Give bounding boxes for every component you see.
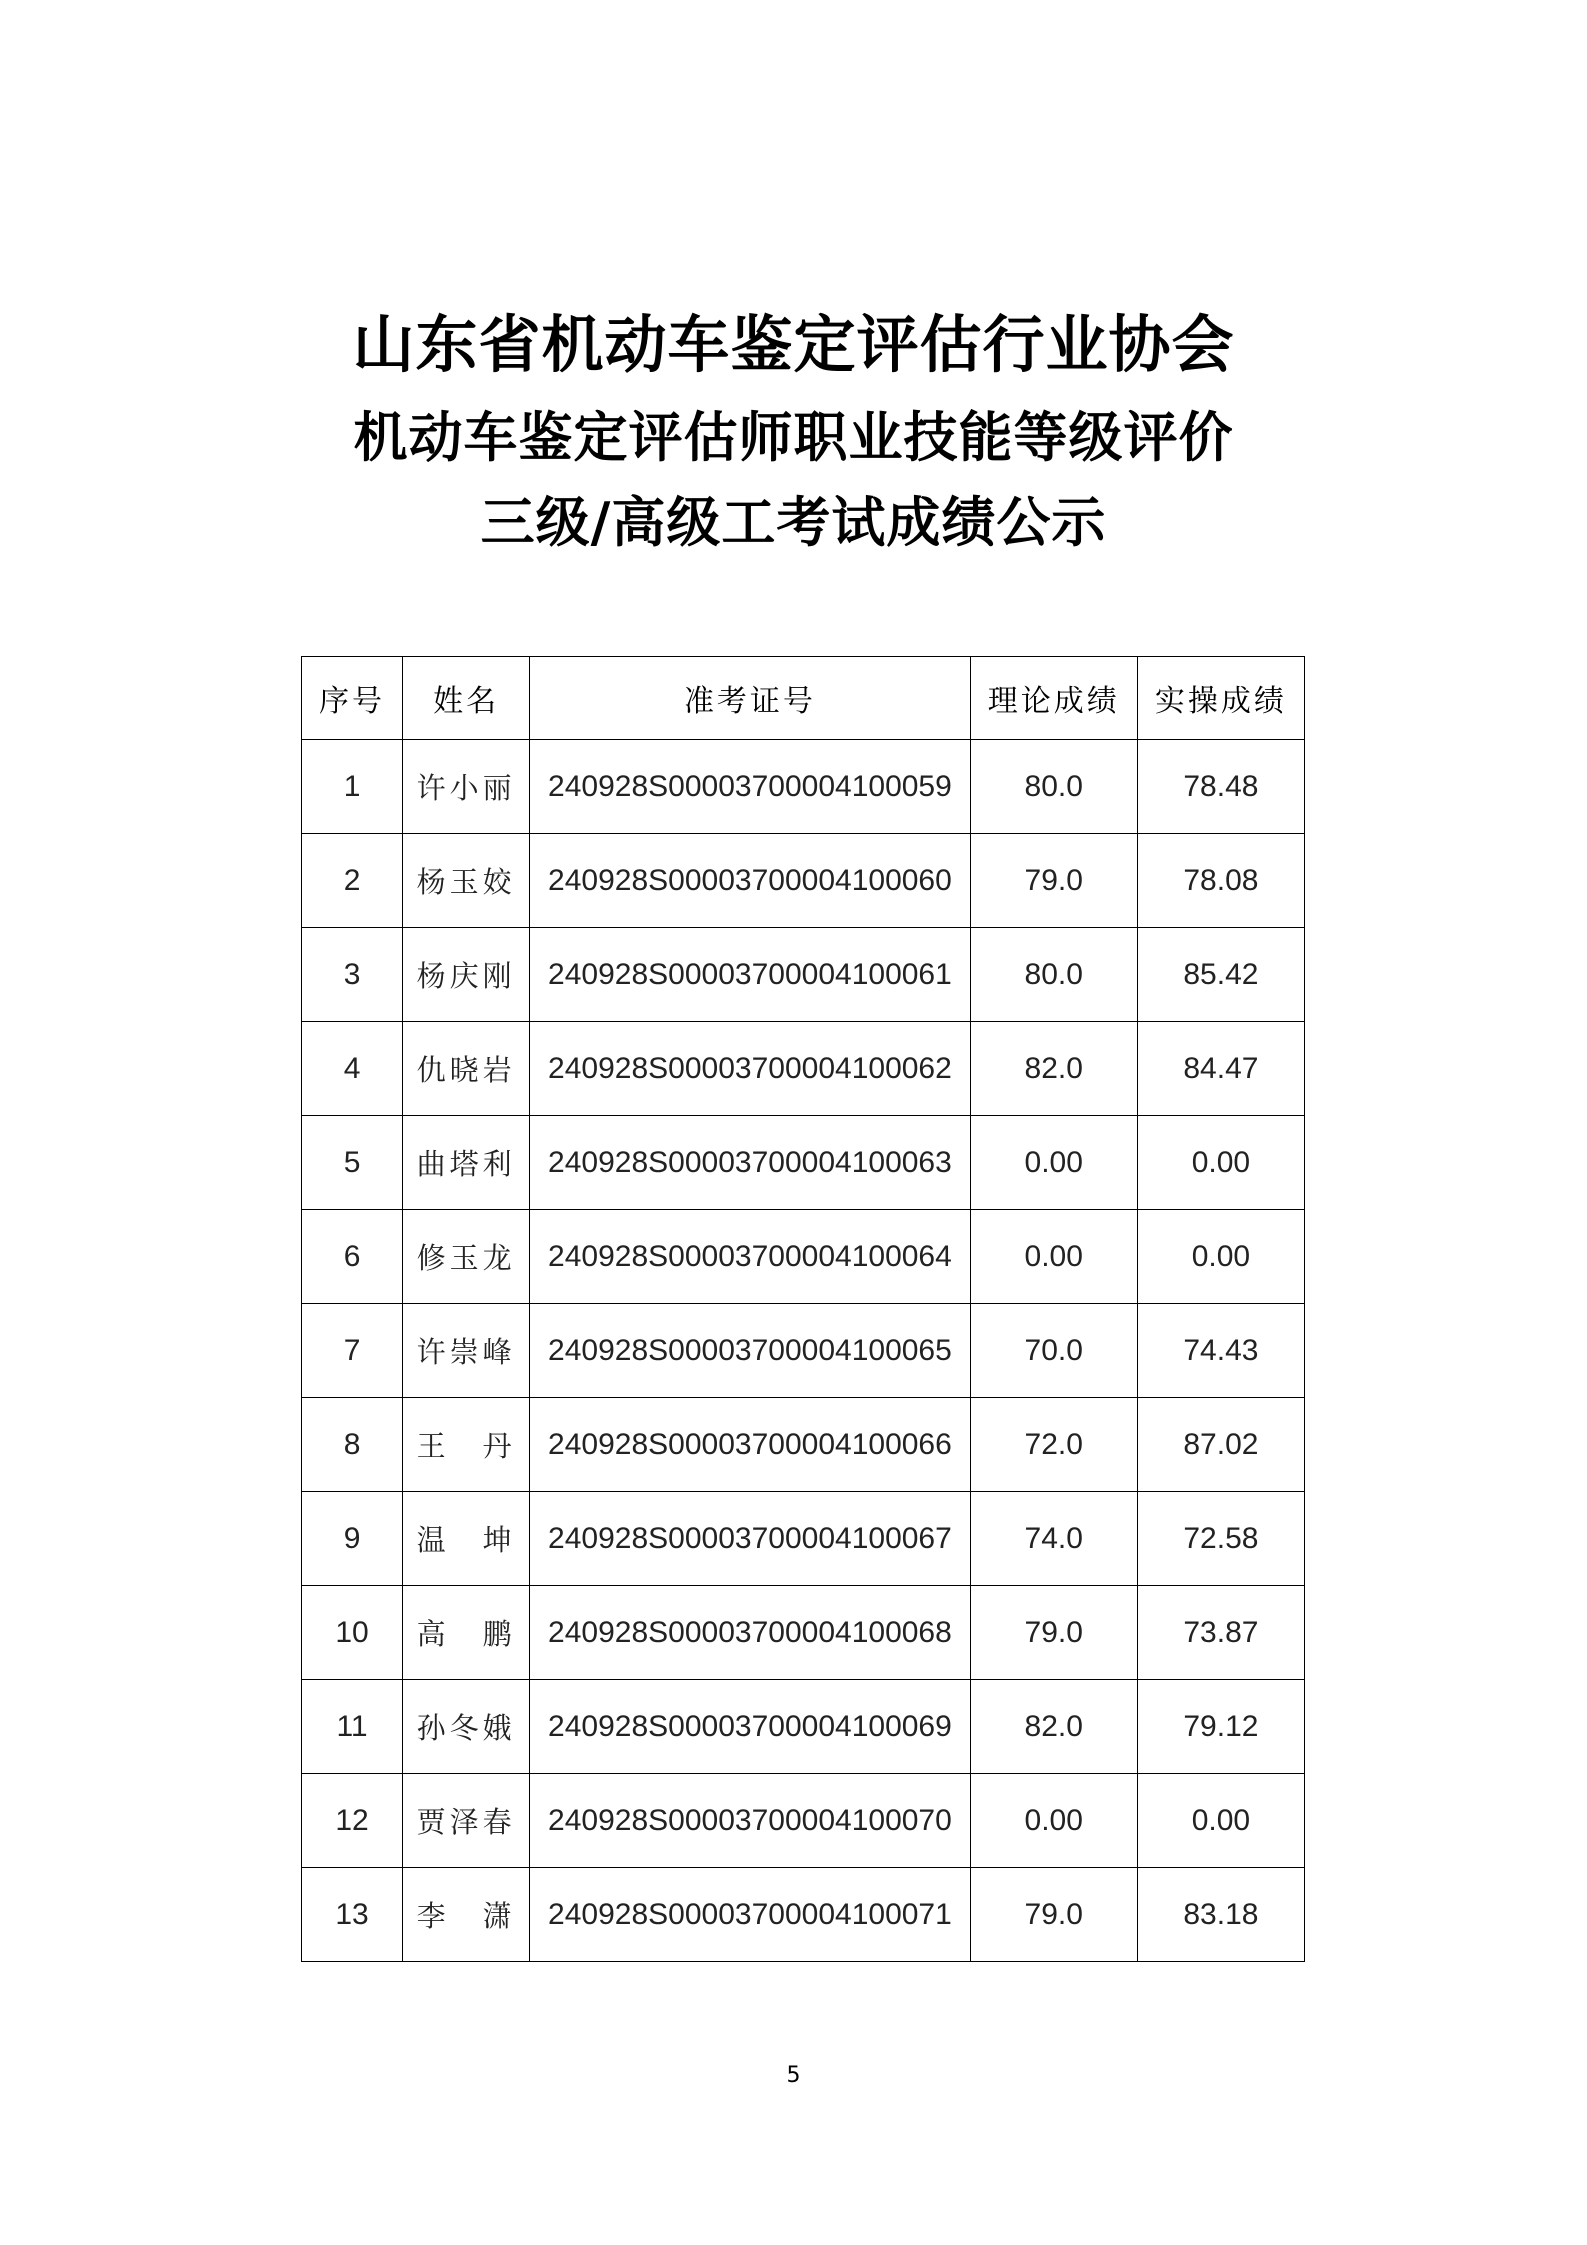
table-row bbox=[302, 928, 1305, 1022]
header-seq: 序号 bbox=[302, 657, 403, 740]
cell-name: 许崇峰 bbox=[403, 1304, 530, 1398]
cell-theory-score: 0.00 bbox=[970, 1116, 1137, 1210]
cell-name: 孙冬娥 bbox=[403, 1680, 530, 1774]
document-title: 山东省机动车鉴定评估行业协会 bbox=[352, 308, 1235, 381]
cell-seq: 9 bbox=[302, 1492, 403, 1586]
cell-seq: 13 bbox=[302, 1868, 403, 1962]
cell-theory-score: 82.0 bbox=[970, 1022, 1137, 1116]
cell-exam-id: 240928S00003700004100062 bbox=[530, 1022, 970, 1116]
header-practice-score: 实操成绩 bbox=[1137, 657, 1304, 740]
cell-theory-score: 72.0 bbox=[970, 1398, 1137, 1492]
table-row bbox=[302, 740, 1305, 834]
cell-seq: 11 bbox=[302, 1680, 403, 1774]
cell-name: 许小丽 bbox=[403, 740, 530, 834]
cell-seq: 5 bbox=[302, 1116, 403, 1210]
cell-theory-score: 79.0 bbox=[970, 1868, 1137, 1962]
table-row bbox=[302, 1398, 1305, 1492]
cell-practice-score: 0.00 bbox=[1137, 1116, 1304, 1210]
cell-name: 修玉龙 bbox=[403, 1210, 530, 1304]
cell-exam-id: 240928S00003700004100060 bbox=[530, 834, 970, 928]
cell-exam-id: 240928S00003700004100061 bbox=[530, 928, 970, 1022]
table-header-row bbox=[302, 657, 1305, 740]
cell-practice-score: 0.00 bbox=[1137, 1210, 1304, 1304]
cell-seq: 6 bbox=[302, 1210, 403, 1304]
cell-practice-score: 87.02 bbox=[1137, 1398, 1304, 1492]
cell-theory-score: 80.0 bbox=[970, 928, 1137, 1022]
cell-theory-score: 80.0 bbox=[970, 740, 1137, 834]
cell-theory-score: 74.0 bbox=[970, 1492, 1137, 1586]
cell-exam-id: 240928S00003700004100071 bbox=[530, 1868, 970, 1962]
scores-table bbox=[301, 656, 1305, 1962]
cell-practice-score: 78.08 bbox=[1137, 834, 1304, 928]
cell-name: 贾泽春 bbox=[403, 1774, 530, 1868]
cell-seq: 2 bbox=[302, 834, 403, 928]
cell-name: 李 潇 bbox=[403, 1868, 530, 1962]
cell-seq: 12 bbox=[302, 1774, 403, 1868]
cell-practice-score: 85.42 bbox=[1137, 928, 1304, 1022]
document-subtitle-2: 三级/高级工考试成绩公示 bbox=[480, 491, 1107, 554]
table-row bbox=[302, 1492, 1305, 1586]
cell-seq: 4 bbox=[302, 1022, 403, 1116]
cell-practice-score: 73.87 bbox=[1137, 1586, 1304, 1680]
cell-seq: 1 bbox=[302, 740, 403, 834]
cell-practice-score: 84.47 bbox=[1137, 1022, 1304, 1116]
cell-name: 王 丹 bbox=[403, 1398, 530, 1492]
cell-seq: 7 bbox=[302, 1304, 403, 1398]
table-row bbox=[302, 1304, 1305, 1398]
cell-theory-score: 82.0 bbox=[970, 1680, 1137, 1774]
table-row bbox=[302, 1868, 1305, 1962]
table-row bbox=[302, 1116, 1305, 1210]
cell-practice-score: 79.12 bbox=[1137, 1680, 1304, 1774]
header-name: 姓名 bbox=[403, 657, 530, 740]
cell-exam-id: 240928S00003700004100066 bbox=[530, 1398, 970, 1492]
cell-practice-score: 74.43 bbox=[1137, 1304, 1304, 1398]
cell-theory-score: 70.0 bbox=[970, 1304, 1137, 1398]
cell-name: 温 坤 bbox=[403, 1492, 530, 1586]
table-row bbox=[302, 1680, 1305, 1774]
cell-seq: 3 bbox=[302, 928, 403, 1022]
table-row bbox=[302, 1210, 1305, 1304]
cell-exam-id: 240928S00003700004100065 bbox=[530, 1304, 970, 1398]
cell-exam-id: 240928S00003700004100063 bbox=[530, 1116, 970, 1210]
cell-exam-id: 240928S00003700004100070 bbox=[530, 1774, 970, 1868]
cell-exam-id: 240928S00003700004100069 bbox=[530, 1680, 970, 1774]
cell-practice-score: 72.58 bbox=[1137, 1492, 1304, 1586]
cell-name: 高 鹏 bbox=[403, 1586, 530, 1680]
table-row bbox=[302, 1586, 1305, 1680]
cell-practice-score: 0.00 bbox=[1137, 1774, 1304, 1868]
cell-exam-id: 240928S00003700004100064 bbox=[530, 1210, 970, 1304]
cell-name: 曲塔利 bbox=[403, 1116, 530, 1210]
cell-seq: 8 bbox=[302, 1398, 403, 1492]
cell-theory-score: 0.00 bbox=[970, 1774, 1137, 1868]
cell-name: 仇晓岩 bbox=[403, 1022, 530, 1116]
document-subtitle: 机动车鉴定评估师职业技能等级评价 bbox=[353, 406, 1234, 469]
page-number: 5 bbox=[786, 2063, 801, 2088]
cell-theory-score: 79.0 bbox=[970, 1586, 1137, 1680]
table-row bbox=[302, 834, 1305, 928]
cell-name: 杨庆刚 bbox=[403, 928, 530, 1022]
table-row bbox=[302, 1774, 1305, 1868]
cell-exam-id: 240928S00003700004100067 bbox=[530, 1492, 970, 1586]
cell-name: 杨玉姣 bbox=[403, 834, 530, 928]
cell-practice-score: 78.48 bbox=[1137, 740, 1304, 834]
header-theory-score: 理论成绩 bbox=[970, 657, 1137, 740]
table-row bbox=[302, 1022, 1305, 1116]
header-exam-id: 准考证号 bbox=[530, 657, 970, 740]
cell-exam-id: 240928S00003700004100059 bbox=[530, 740, 970, 834]
cell-exam-id: 240928S00003700004100068 bbox=[530, 1586, 970, 1680]
cell-theory-score: 0.00 bbox=[970, 1210, 1137, 1304]
cell-seq: 10 bbox=[302, 1586, 403, 1680]
cell-practice-score: 83.18 bbox=[1137, 1868, 1304, 1962]
cell-theory-score: 79.0 bbox=[970, 834, 1137, 928]
